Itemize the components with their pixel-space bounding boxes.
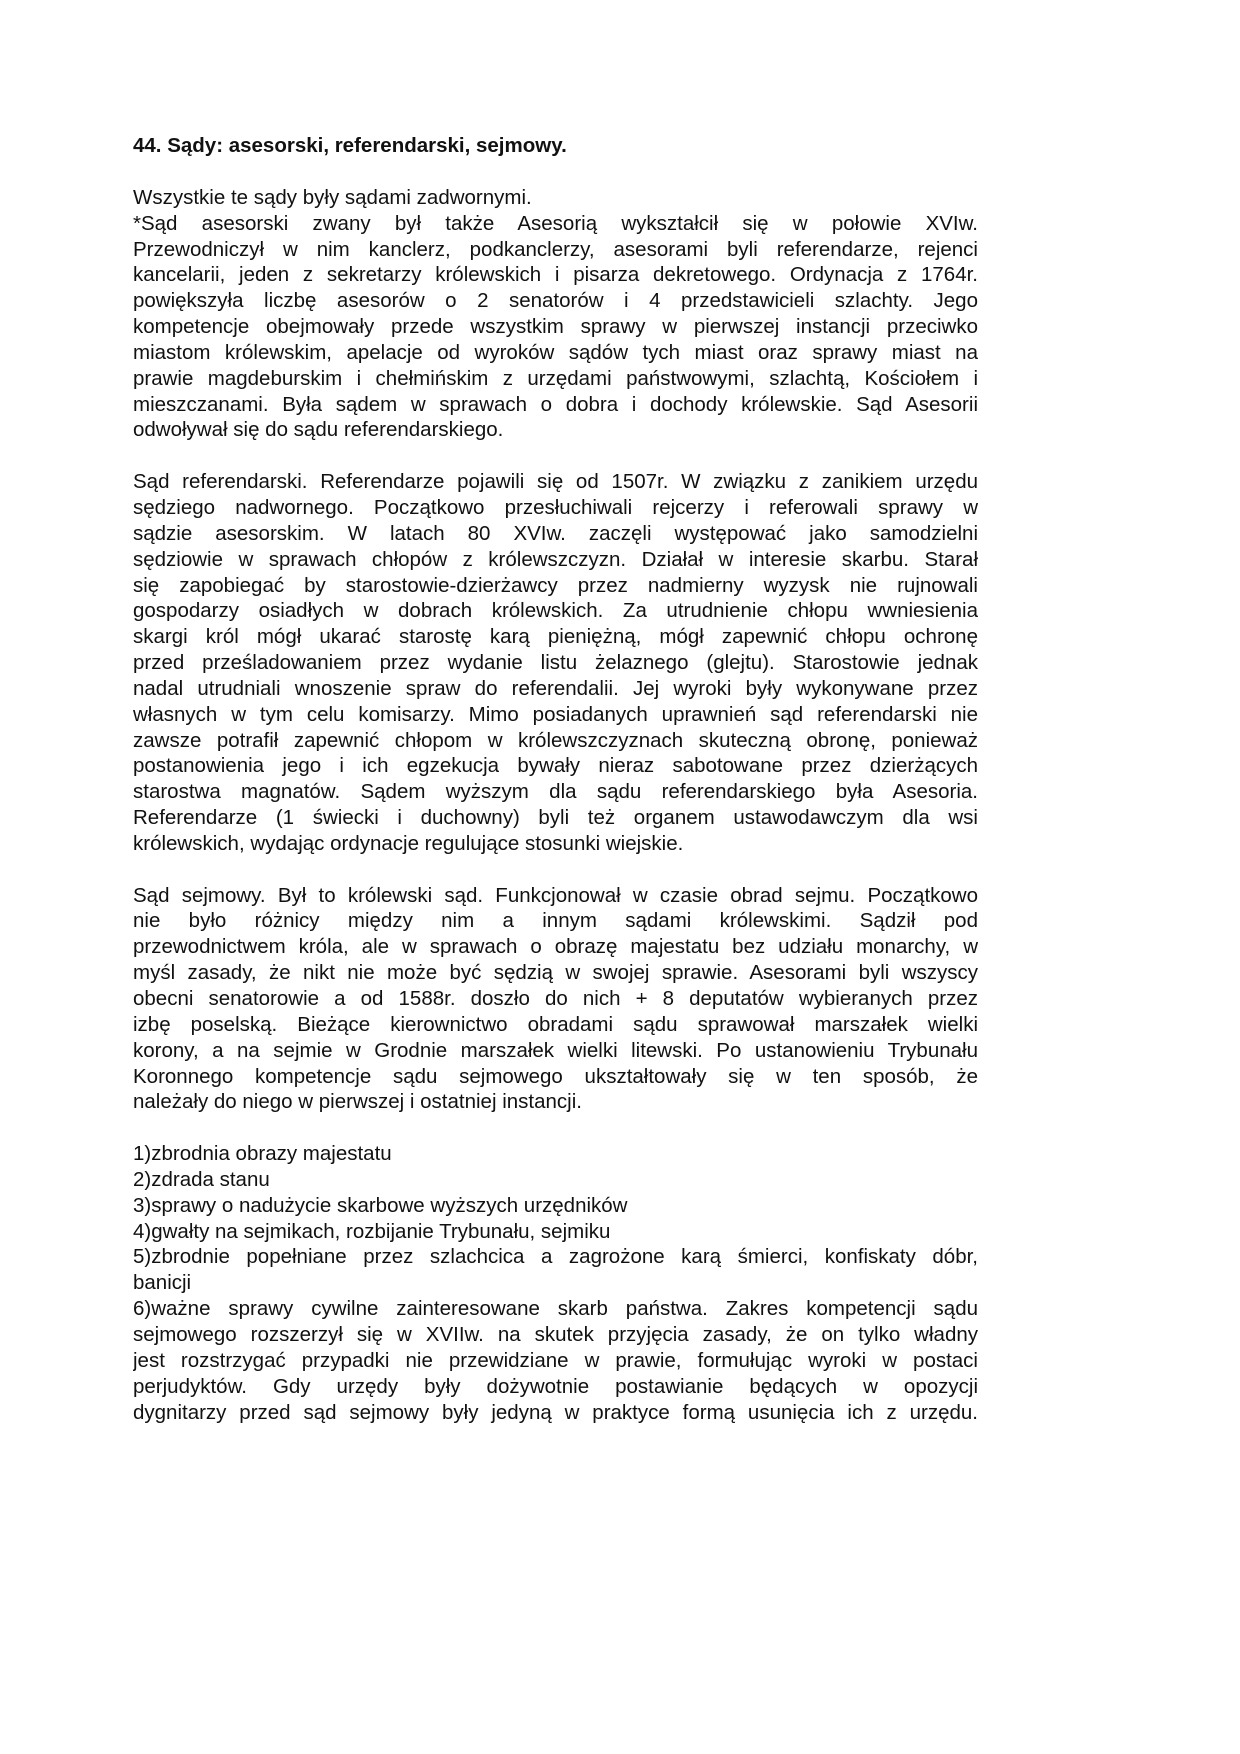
paragraph-gap — [133, 443, 978, 469]
text-line: sądzie asesorskim. W latach 80 XVIw. zaczęli występować jako samodzielni — [133, 521, 978, 545]
text-line: kompetencje obejmowały przede wszystkim sprawy w pierwszej instancji przeciwko — [133, 315, 978, 339]
text-line: sędziowie w sprawach chłopów z królewszczyzn. Działał w interesie skarbu. Starał — [133, 547, 978, 571]
text-line: sejmowego rozszerzył się w XVIIw. na skutek przyjęcia zasady, że on tylko władny — [133, 1322, 978, 1346]
text-line: Wszystkie te sądy były sądami zadwornymi. — [133, 185, 532, 209]
text-line: przewodnictwem króla, ale w sprawach o obrazę majestatu bez udziału monarchy, w — [133, 935, 978, 959]
text-line: gospodarzy osiadłych w dobrach królewskich. Za utrudnienie chłopu wwniesienia — [133, 599, 978, 623]
paragraph-gap — [133, 1115, 978, 1141]
jurisdiction-list — [133, 1141, 978, 1425]
text-line: Przewodniczył w nim kanclerz, podkanclerzy, asesorami byli referendarze, rejenci — [133, 237, 978, 261]
text-line: Referendarze (1 świecki i duchowny) byli też organem ustawodawczym dla wsi — [133, 806, 978, 830]
text-line: Sąd referendarski. Referendarze pojawili się od 1507r. W związku z zanikiem urzędu — [133, 470, 978, 494]
text-line: obecni senatorowie a od 1588r. doszło do nich + 8 deputatów wybieranych przez — [133, 987, 978, 1010]
text-line: *Sąd asesorski zwany był także Asesorią wykształcił się w połowie XVIw. — [133, 211, 978, 235]
document-title: 44. Sądy: asesorski, referendarski, sejmowy. — [133, 134, 567, 157]
text-line: przed prześladowaniem przez wydanie listu żelaznego (glejtu). Starostowie jednak — [133, 651, 978, 675]
text-line: mieszczanami. Była sądem w sprawach o dobra i dochody królewskie. Sąd Asesorii — [133, 392, 978, 416]
text-line: prawie magdeburskim i chełmińskim z urzędami państwowymi, szlachtą, Kościołem i — [133, 366, 978, 390]
text-line: 1)zbrodnia obrazy majestatu — [133, 1142, 392, 1166]
text-line: odwoływał się do sądu referendarskiego. — [133, 418, 504, 442]
text-line: się zapobiegać by starostowie-dzierżawcy przez nadmierny wyzysk nie rujnowali — [133, 573, 978, 597]
text-line: miastom królewskim, apelacje od wyroków sądów tych miast oraz sprawy miast na — [133, 340, 978, 364]
paragraph — [133, 469, 978, 857]
text-line: należały do niego w pierwszej i ostatniej instancji. — [133, 1090, 582, 1114]
text-line: jest rozstrzygać przypadki nie przewidziane w prawie, formułując wyroki w postaci — [133, 1348, 978, 1372]
text-line: banicji — [133, 1271, 192, 1295]
text-line: izbę poselską. Bieżące kierownictwo obradami sądu sprawował marszałek wielki — [133, 1012, 978, 1036]
text-line: starostwa magnatów. Sądem wyższym dla sądu referendarskiego była Asesoria. — [133, 780, 978, 804]
document-page — [133, 133, 978, 1425]
text-line: korony, a na sejmie w Grodnie marszałek wielki litewski. Po ustanowieniu Trybunału — [133, 1038, 978, 1062]
text-line: własnych w tym celu komisarzy. Mimo posiadanych uprawnień sąd referendarski nie — [133, 702, 978, 726]
text-line: kancelarii, jeden z sekretarzy królewskich i pisarza dekretowego. Ordynacja z 1764r. — [133, 263, 978, 287]
document-body — [133, 185, 978, 1426]
text-line: myśl zasady, że nikt nie może być sędzią w swojej sprawie. Asesorami byli wszyscy — [133, 961, 978, 985]
paragraph — [133, 883, 978, 1116]
text-line: 5)zbrodnie popełniane przez szlachcica a zagrożone karą śmierci, konfiskaty dóbr, — [133, 1245, 978, 1269]
text-line: królewskich, wydając ordynacje regulujące stosunki wiejskie. — [133, 831, 684, 855]
text-line: 4)gwałty na sejmikach, rozbijanie Trybunału, sejmiku — [133, 1219, 611, 1243]
text-line: nie było różnicy między nim a innym sądami królewskimi. Sądził pod — [133, 909, 978, 933]
text-line: 2)zdrada stanu — [133, 1167, 270, 1191]
text-line: Koronnego kompetencje sądu sejmowego ukształtowały się w ten sposób, że — [133, 1064, 978, 1088]
text-line: Sąd sejmowy. Był to królewski sąd. Funkcjonował w czasie obrad sejmu. Początkowo — [133, 883, 978, 907]
text-line: zawsze potrafił zapewnić chłopom w królewszczyznach skuteczną obronę, ponieważ — [133, 728, 978, 752]
text-line: perjudyktów. Gdy urzędy były dożywotnie postawianie będących w opozycji — [133, 1374, 978, 1398]
text-line: nadal utrudniali wnoszenie spraw do referendalii. Jej wyroki były wykonywane przez — [133, 676, 978, 700]
paragraph-gap — [133, 857, 978, 883]
text-line: dygnitarzy przed sąd sejmowy były jedyną w praktyce formą usunięcia ich z urzędu. — [133, 1400, 978, 1424]
text-line: 3)sprawy o nadużycie skarbowe wyższych urzędników — [133, 1193, 628, 1217]
text-line: 6)ważne sprawy cywilne zainteresowane skarb państwa. Zakres kompetencji sądu — [133, 1297, 978, 1321]
text-line: powiększyła liczbę asesorów o 2 senatorów i 4 przedstawicieli szlachty. Jego — [133, 289, 978, 313]
text-line: postanowienia jego i ich egzekucja bywały nieraz sabotowane przez dzierżących — [133, 754, 978, 778]
text-line: skargi król mógł ukarać starostę karą pieniężną, mógł zapewnić chłopu ochronę — [133, 625, 978, 649]
paragraph — [133, 185, 978, 443]
text-line: sędziego nadwornego. Początkowo przesłuchiwali rejcerzy i referowali sprawy w — [133, 495, 978, 519]
